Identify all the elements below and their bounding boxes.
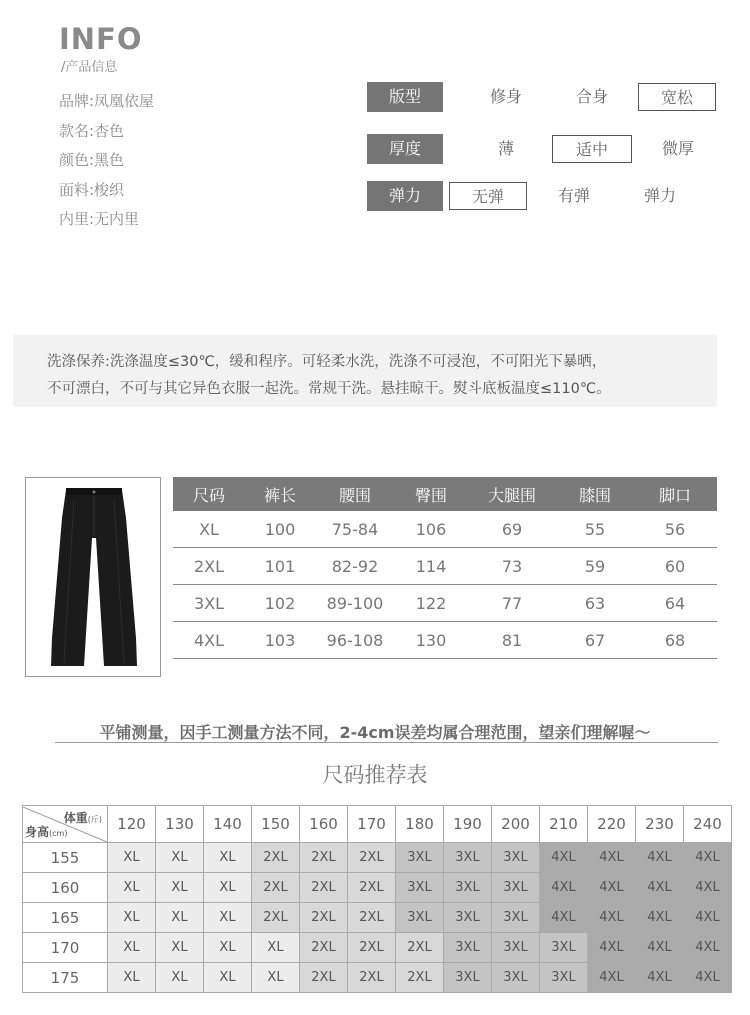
recommend-cell: 4XL [636, 933, 684, 963]
recommend-row [23, 903, 732, 933]
corner-weight-label: 体重 [63, 810, 88, 825]
size-row [173, 622, 717, 659]
weight-header: 140 [204, 806, 252, 843]
recommend-cell: 4XL [684, 933, 732, 963]
size-row [173, 548, 717, 585]
attribute-lining: 内里:无内里 [59, 210, 140, 228]
rating-thickness-label: 厚度 [367, 134, 443, 164]
recommend-cell: XL [108, 873, 156, 903]
rating-thickness [367, 134, 718, 164]
header-cell: 腰围 [338, 485, 371, 505]
height-header: 165 [23, 903, 108, 933]
info-subtitle: /产品信息 [61, 60, 118, 75]
recommend-cell: 4XL [588, 933, 636, 963]
recommend-cell: 3XL [444, 903, 492, 933]
size-table-header [173, 477, 717, 511]
recommend-cell: 3XL [492, 843, 540, 873]
rating-fit-option: 修身 [489, 87, 522, 106]
recommend-row [23, 933, 732, 963]
recommend-cell: 2XL [300, 903, 348, 933]
header-cell: 大腿围 [487, 485, 536, 505]
recommend-cell: 4XL [540, 843, 588, 873]
size-cell: 81 [501, 630, 523, 650]
recommend-cell: XL [252, 963, 300, 993]
recommend-cell: 4XL [684, 963, 732, 993]
recommend-cell: XL [156, 963, 204, 993]
recommend-cell: XL [156, 903, 204, 933]
size-cell: 56 [664, 519, 686, 539]
recommend-cell: XL [204, 963, 252, 993]
recommend-cell: 2XL [396, 933, 444, 963]
recommend-cell: 2XL [300, 933, 348, 963]
weight-header: 180 [396, 806, 444, 843]
recommend-cell: XL [108, 963, 156, 993]
recommend-cell: 2XL [300, 873, 348, 903]
rating-stretch-label: 弹力 [367, 181, 443, 211]
attribute-fabric: 面料:梭织 [59, 180, 125, 199]
size-cell: 101 [264, 556, 296, 576]
recommend-cell: 2XL [348, 843, 396, 873]
recommend-cell: 3XL [444, 963, 492, 993]
header-cell: 尺码 [192, 485, 225, 505]
divider [55, 742, 718, 743]
info-title: INFO [59, 22, 143, 56]
size-cell: 69 [501, 519, 523, 539]
weight-header: 130 [156, 806, 204, 843]
size-cell: 114 [415, 556, 447, 576]
size-cell: 2XL [193, 556, 225, 576]
rating-fit-option-selected: 宽松 [638, 83, 716, 111]
recommend-cell: 4XL [588, 903, 636, 933]
size-row [173, 511, 717, 548]
measurement-note: 平铺测量，因手工测量方法不同，2-4cm误差均属合理范围，望亲们理解喔～ [99, 723, 651, 742]
recommend-cell: 2XL [348, 873, 396, 903]
weight-header: 240 [684, 806, 732, 843]
corner-height-unit: (cm) [49, 828, 68, 838]
height-header: 155 [23, 843, 108, 873]
recommend-cell: 4XL [684, 873, 732, 903]
size-cell: 100 [264, 519, 296, 539]
size-table [173, 477, 717, 659]
size-cell: 89-100 [326, 593, 384, 613]
recommend-cell: 2XL [348, 903, 396, 933]
recommend-cell: 3XL [396, 873, 444, 903]
recommend-cell: XL [252, 933, 300, 963]
rating-stretch-option: 有弹 [557, 186, 590, 205]
care-line: 不可漂白，不可与其它异色衣服一起洗。常规干洗。悬挂晾干。熨斗底板温度≤110℃。 [47, 381, 611, 397]
size-cell: 103 [264, 630, 296, 650]
size-cell: 77 [501, 593, 523, 613]
recommend-cell: 2XL [252, 843, 300, 873]
recommend-cell: XL [204, 903, 252, 933]
size-cell: 82-92 [331, 556, 379, 576]
care-instructions [13, 335, 717, 407]
attribute-style: 款名:杏色 [59, 121, 125, 140]
weight-header: 210 [540, 806, 588, 843]
recommend-cell: 3XL [444, 843, 492, 873]
care-line: 洗涤保养:洗涤温度≤30℃，缓和程序。可轻柔水洗，洗涤不可浸泡，不可阳光下暴晒， [47, 354, 607, 370]
recommend-cell: XL [156, 873, 204, 903]
attribute-brand: 品牌:凤凰依屋 [59, 92, 155, 110]
header-cell: 膝围 [578, 485, 611, 505]
recommend-cell: 4XL [636, 903, 684, 933]
rating-thickness-option: 薄 [497, 139, 514, 158]
size-cell: 75-84 [331, 519, 379, 539]
rating-thickness-option: 微厚 [661, 139, 694, 158]
attribute-color: 颜色:黑色 [59, 151, 125, 169]
header-cell: 脚口 [658, 485, 691, 505]
size-cell: 59 [584, 556, 606, 576]
recommend-cell: XL [204, 933, 252, 963]
rating-stretch [367, 181, 700, 211]
recommend-cell: 4XL [636, 843, 684, 873]
recommend-cell: 2XL [396, 963, 444, 993]
recommend-cell: 2XL [348, 933, 396, 963]
size-recommend-table [22, 805, 732, 993]
rating-stretch-option: 弹力 [643, 186, 676, 205]
weight-header: 230 [636, 806, 684, 843]
weight-header: 150 [252, 806, 300, 843]
recommend-cell: XL [108, 903, 156, 933]
recommend-row [23, 963, 732, 993]
weight-header: 190 [444, 806, 492, 843]
recommend-cell: 3XL [396, 903, 444, 933]
header-cell: 裤长 [263, 485, 296, 505]
recommend-cell: 3XL [540, 933, 588, 963]
weight-header: 120 [108, 806, 156, 843]
size-cell: 4XL [193, 630, 225, 650]
size-cell: 60 [664, 556, 686, 576]
recommend-cell: 3XL [444, 933, 492, 963]
size-cell: 63 [584, 593, 606, 613]
recommend-cell: 4XL [636, 963, 684, 993]
recommend-cell: 4XL [636, 873, 684, 903]
size-cell: 96-108 [326, 630, 384, 650]
recommend-cell: XL [156, 843, 204, 873]
recommend-cell: 3XL [444, 873, 492, 903]
recommend-cell: XL [204, 873, 252, 903]
corner-height-label: 身高 [25, 824, 50, 839]
recommend-cell: 2XL [300, 963, 348, 993]
height-header: 175 [23, 963, 108, 993]
size-cell: 67 [584, 630, 606, 650]
size-cell: 73 [501, 556, 523, 576]
size-cell: 122 [415, 593, 447, 613]
recommend-cell: 4XL [588, 843, 636, 873]
recommend-cell: 4XL [684, 903, 732, 933]
recommend-row [23, 843, 732, 873]
size-row [173, 585, 717, 622]
recommend-title: 尺码推荐表 [322, 763, 428, 787]
recommend-cell: 4XL [684, 843, 732, 873]
weight-header: 200 [492, 806, 540, 843]
size-cell: 64 [664, 593, 686, 613]
size-cell: 102 [264, 593, 296, 613]
recommend-cell: 2XL [252, 873, 300, 903]
recommend-cell: XL [108, 933, 156, 963]
recommend-cell: 3XL [492, 933, 540, 963]
recommend-cell: 3XL [396, 843, 444, 873]
recommend-cell: 2XL [252, 903, 300, 933]
weight-header: 170 [348, 806, 396, 843]
recommend-cell: 4XL [588, 873, 636, 903]
recommend-cell: 4XL [540, 873, 588, 903]
recommend-cell: 3XL [492, 963, 540, 993]
size-cell: 130 [415, 630, 447, 650]
height-header: 160 [23, 873, 108, 903]
rating-fit [367, 82, 716, 112]
size-cell: 3XL [193, 593, 225, 613]
size-cell: 55 [584, 519, 606, 539]
size-cell: 68 [664, 630, 686, 650]
recommend-cell: XL [108, 843, 156, 873]
corner-weight-unit: (斤) [87, 814, 102, 824]
weight-header: 160 [300, 806, 348, 843]
recommend-cell: 3XL [540, 963, 588, 993]
size-cell: XL [199, 519, 219, 539]
rating-stretch-option-selected: 无弹 [449, 182, 527, 210]
recommend-cell: XL [204, 843, 252, 873]
size-cell: 106 [415, 519, 447, 539]
recommend-cell: 4XL [540, 903, 588, 933]
height-header: 170 [23, 933, 108, 963]
recommend-cell: 4XL [588, 963, 636, 993]
rating-thickness-option-selected: 适中 [552, 135, 632, 163]
header-cell: 臀围 [414, 485, 447, 505]
recommend-cell: XL [156, 933, 204, 963]
recommend-cell: 2XL [300, 843, 348, 873]
weight-header: 220 [588, 806, 636, 843]
recommend-row [23, 873, 732, 903]
rating-fit-option: 合身 [575, 87, 608, 106]
product-image [25, 477, 161, 677]
recommend-cell: 2XL [348, 963, 396, 993]
recommend-cell: 3XL [492, 903, 540, 933]
attribute-list [59, 90, 154, 238]
corner-cell [23, 806, 108, 843]
rating-fit-label: 版型 [367, 82, 443, 112]
recommend-cell: 3XL [492, 873, 540, 903]
